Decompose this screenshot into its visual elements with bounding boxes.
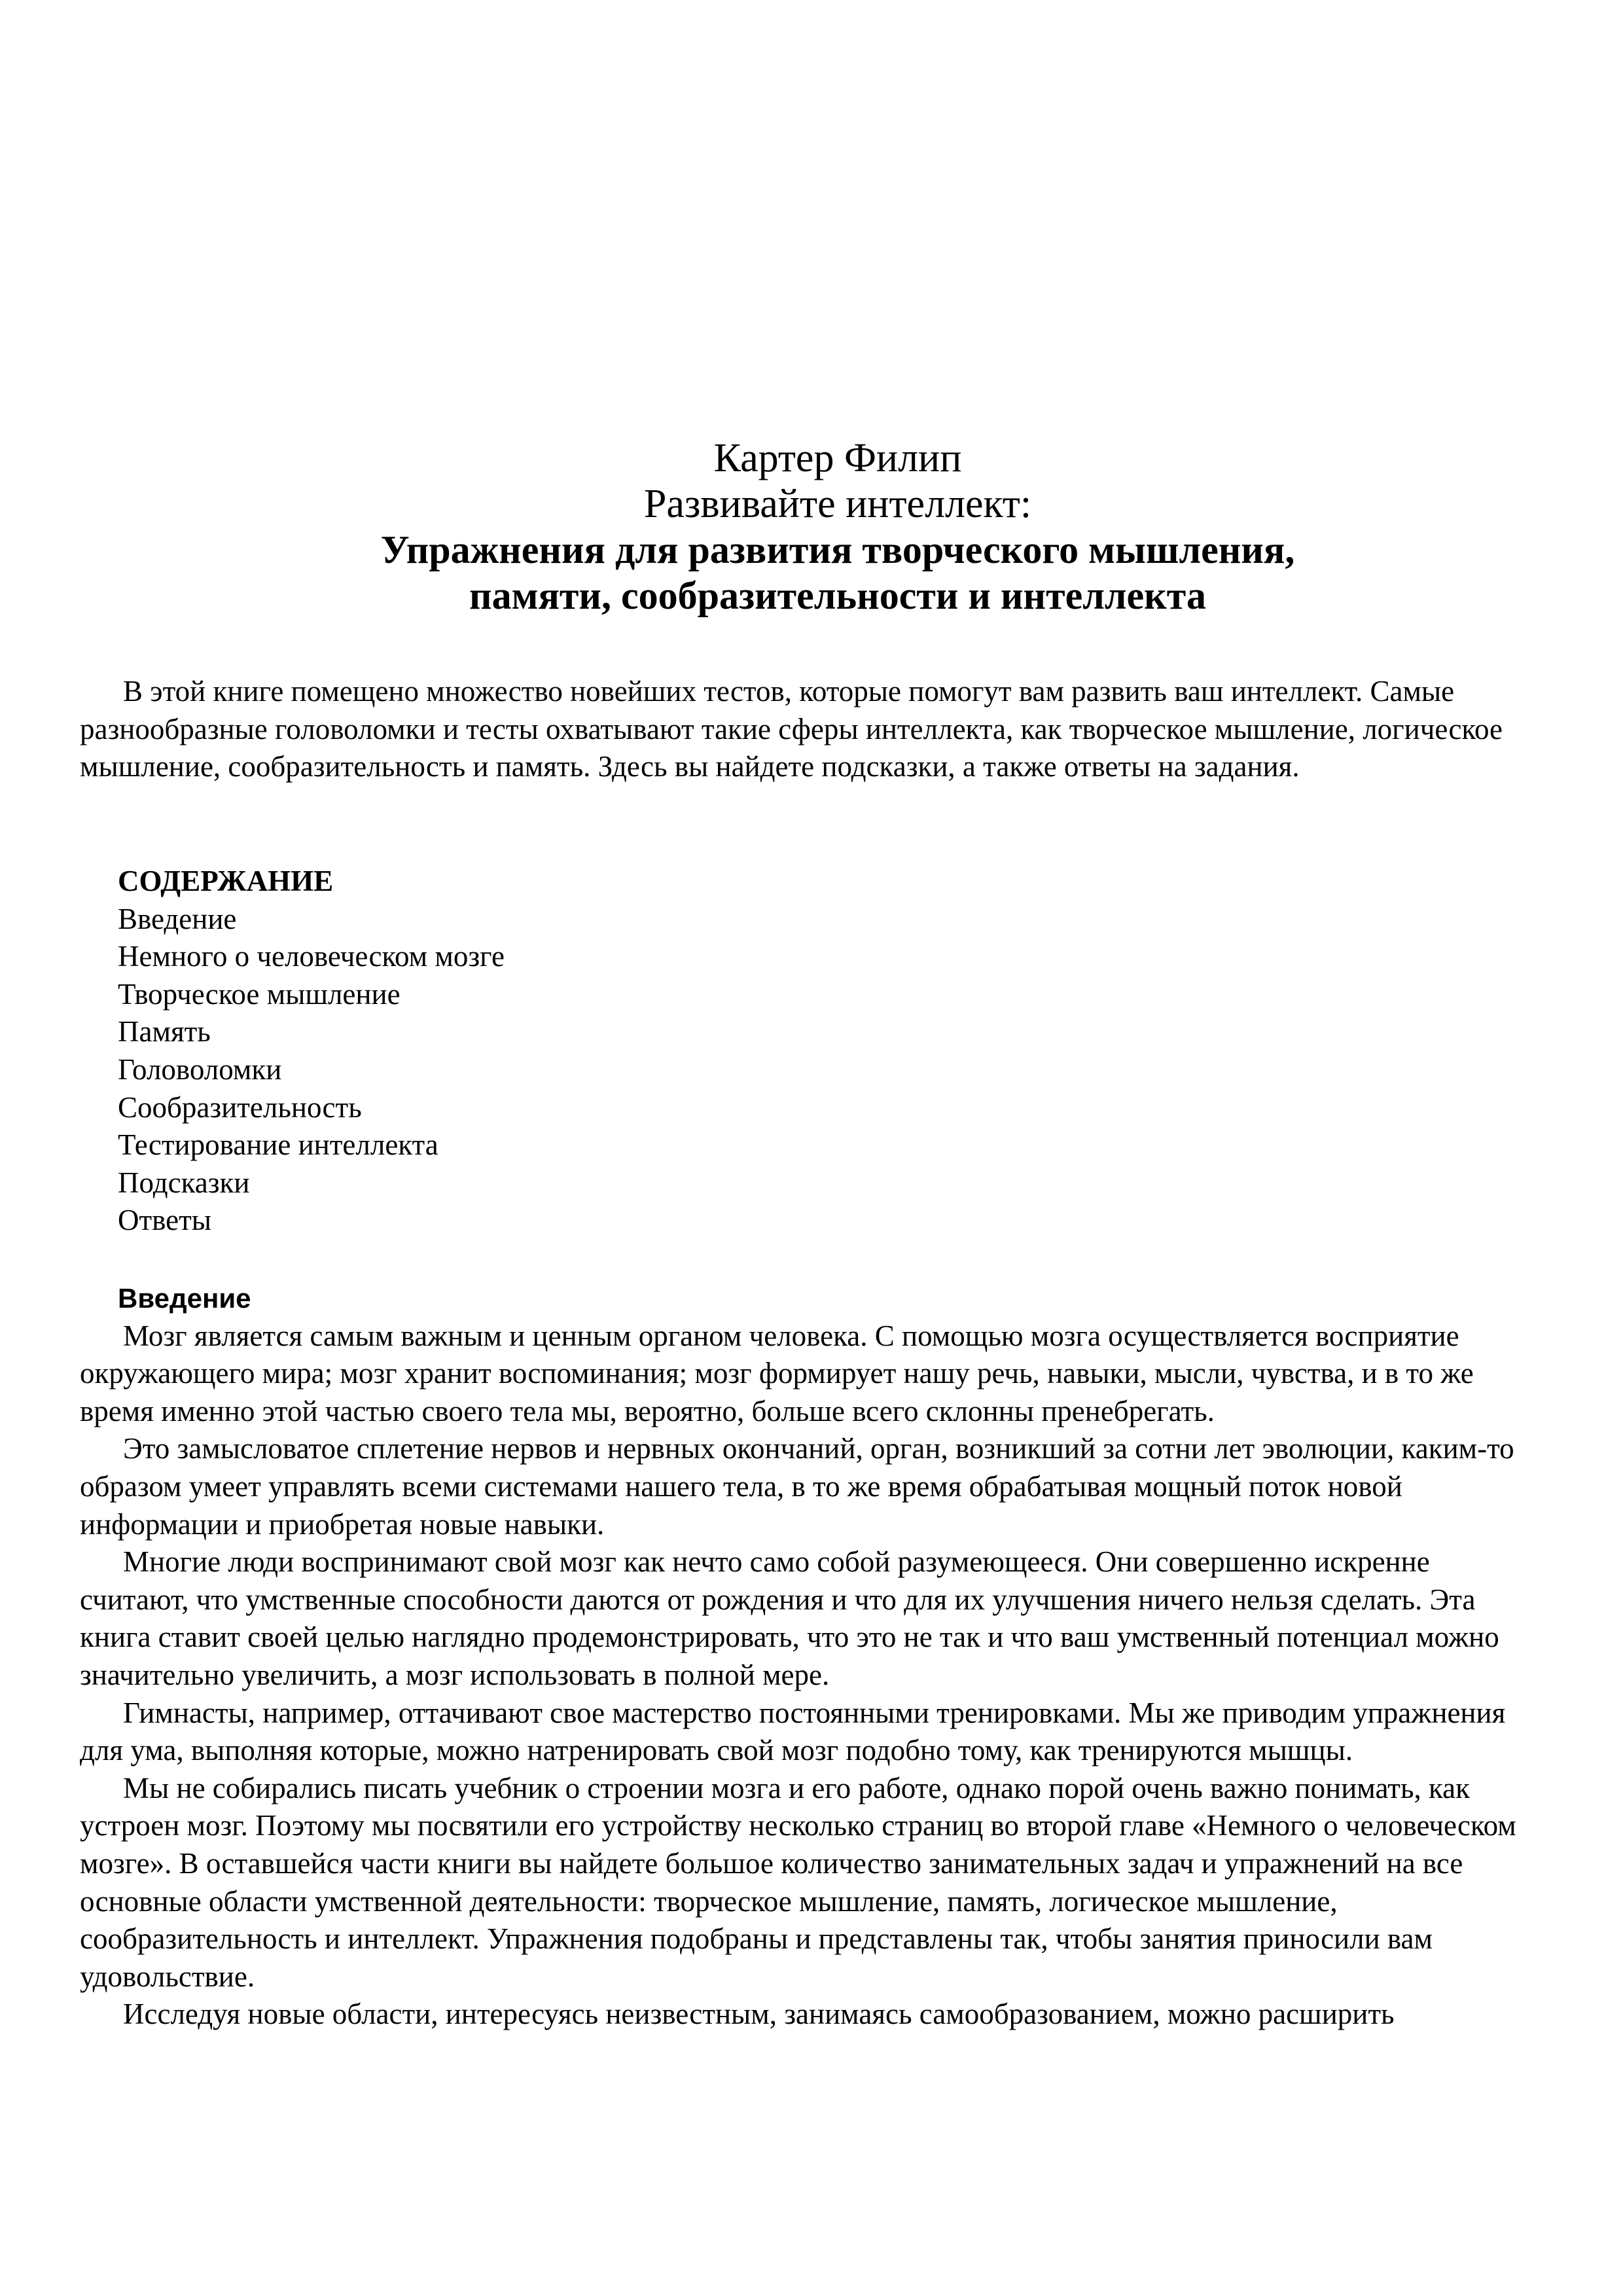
toc-item-hints: Подсказки <box>118 1166 250 1199</box>
paragraph: Это замысловатое сплетение нервов и нервных окончаний, орган, возникший за сотни лет эволюции, каким-то образом умеет управлять всеми системами нашего тела, в то же время обрабатывая мощный поток новой информации и приобретая новые навыки. <box>80 1432 1514 1541</box>
toc-item-answers: Ответы <box>118 1204 212 1237</box>
toc-item-memory: Память <box>118 1015 211 1049</box>
section-heading: Введение <box>118 1283 251 1314</box>
paragraph: Многие люди воспринимают свой мозг как нечто само собой разумеющееся. Они совершенно искренне считают, что умственные способности даются от рождения и что для их улучшения ничего нельзя сделать. Эта книга ставит своей целью наглядно продемонстрировать, что это не так и что ваш умственный потенциал можно значительно увеличить, а мозг использовать в полной мере. <box>80 1545 1499 1691</box>
table-of-contents <box>118 863 505 1240</box>
title-block <box>118 435 1558 619</box>
toc-item-puzzles: Головоломки <box>118 1052 282 1086</box>
toc-item-creative-thinking: Творческое мышление <box>118 977 401 1011</box>
toc-item-human-brain: Немного о человеческом мозге <box>118 940 505 973</box>
paragraph: Исследуя новые области, интересуясь неизвестным, занимаясь самообразованием, можно расширить <box>123 1998 1395 2031</box>
paragraph: Мозг является самым важным и ценным органом человека. С помощью мозга осуществляется восприятие окружающего мира; мозг хранит воспоминания; мозг формирует нашу речь, навыки, мысли, чувства, и в то же время именно этой частью своего тела мы, вероятно, больше всего склонны пренебрегать. <box>80 1319 1474 1427</box>
toc-list <box>118 901 505 1240</box>
toc-heading: СОДЕРЖАНИЕ <box>118 865 334 897</box>
book-annotation: В этой книге помещено множество новейших тестов, которые помогут вам развить ваш интеллект. Самые разнообразные головоломки и тесты охватывают такие сферы интеллекта, как творческое мышление, логическое мышление, сообразительность и память. Здесь вы найдете подсказки, а также ответы на задания. <box>80 675 1503 783</box>
toc-item-introduction: Введение <box>118 902 237 935</box>
book-subtitle-line-2: памяти, сообразительности и интеллекта <box>469 574 1206 617</box>
paragraph: Мы не собирались писать учебник о строении мозга и его работе, однако порой очень важно понимать, как устроен мозг. Поэтому мы посвятили его устройству несколько страниц во второй главе «Немного о человеческом мозге». В оставшейся части книги вы найдете большое количество занимательных задач и упражнений на все основные области умственной деятельности: творческое мышление, память, логическое мышление, сообразительность и интеллект. Упражнения подобраны и представлены так, чтобы занятия приносили вам удовольствие. <box>80 1771 1516 1993</box>
book-title: Развивайте интеллект: <box>643 482 1032 526</box>
introduction-section <box>80 1280 1544 2034</box>
toc-item-intelligence-testing: Тестирование интеллекта <box>118 1128 438 1162</box>
paragraph: Гимнасты, например, оттачивают свое мастерство постоянными тренировками. Мы же приводим упражнения для ума, выполняя которые, можно натренировать свой мозг подобно тому, как тренируются мышцы. <box>80 1696 1506 1767</box>
toc-item-quick-wit: Сообразительность <box>118 1090 362 1124</box>
book-author: Картер Филип <box>713 436 962 480</box>
book-subtitle-line-1: Упражнения для развития творческого мышления, <box>380 528 1295 571</box>
